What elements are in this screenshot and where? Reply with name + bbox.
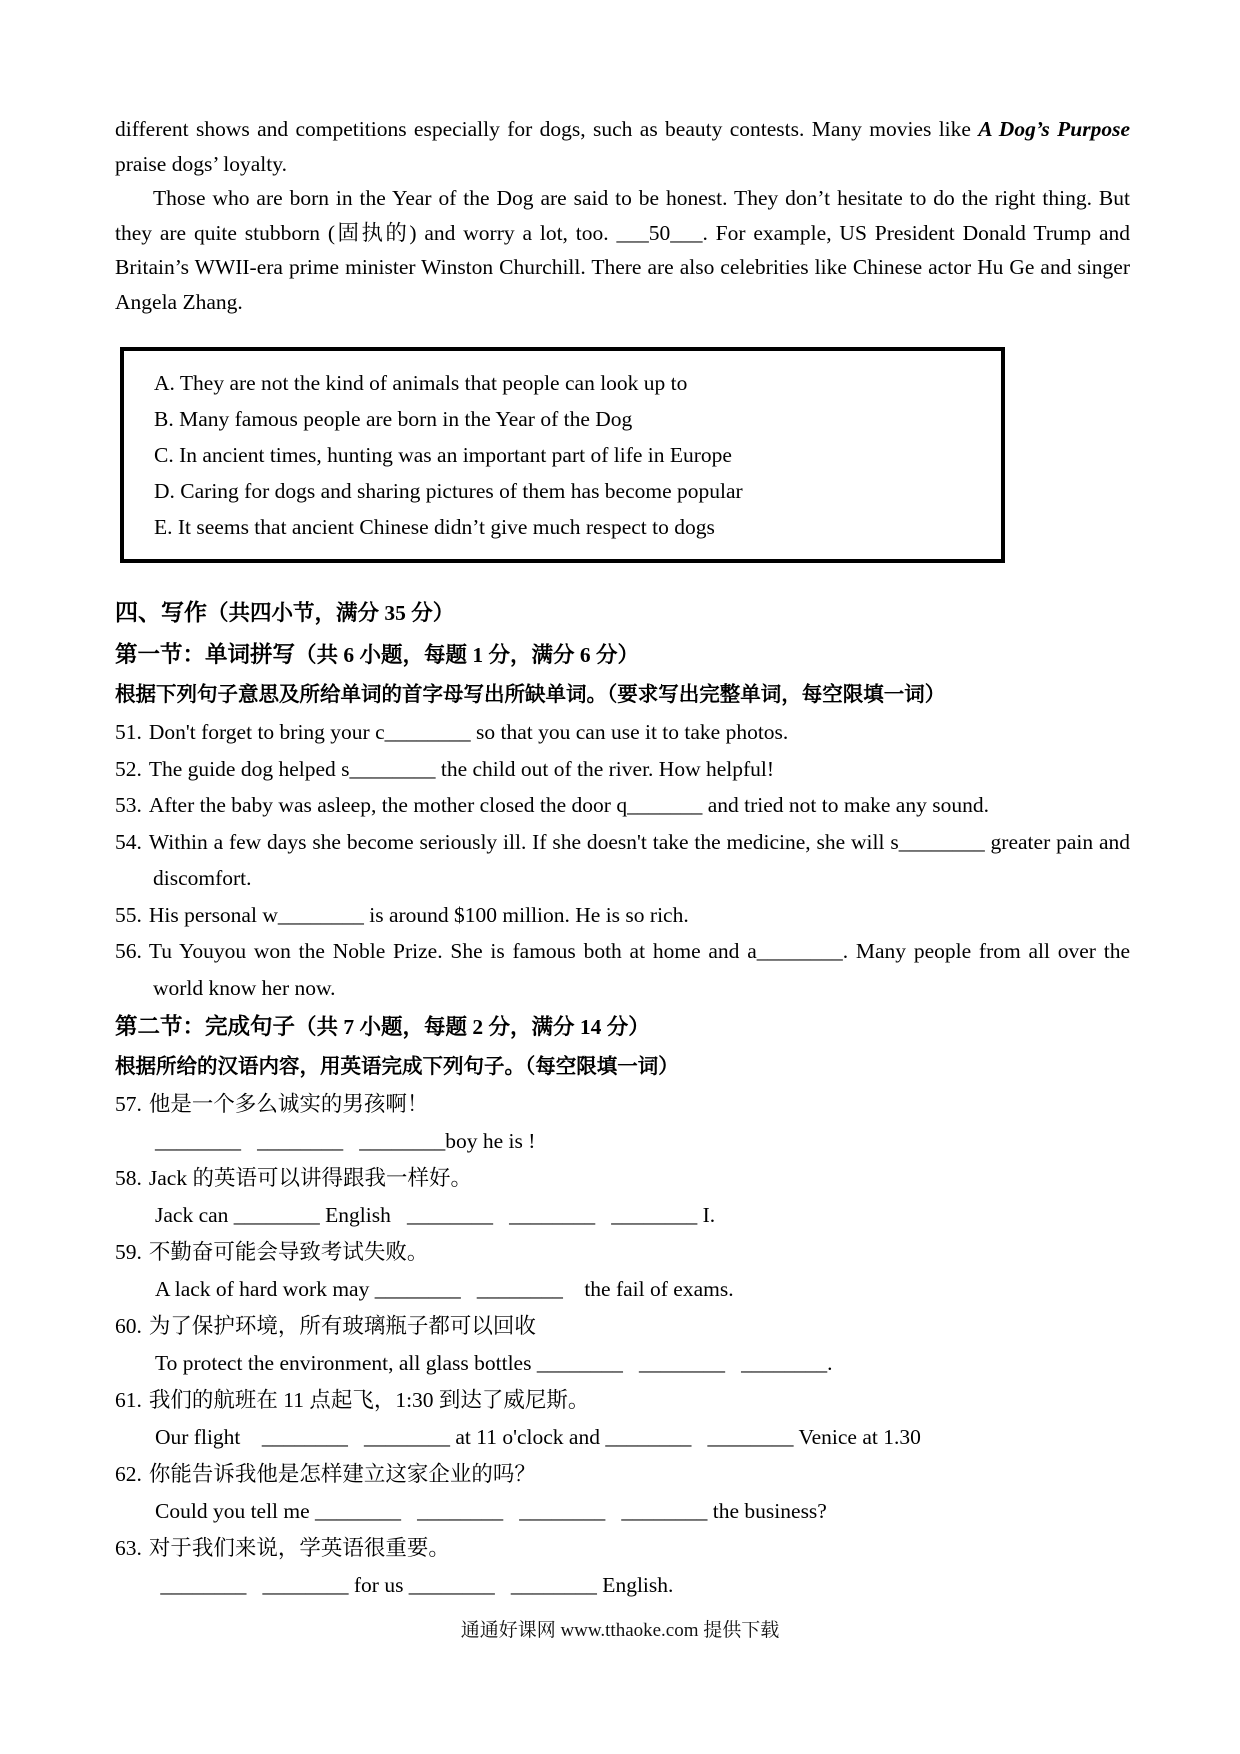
section-writing-title-bold: 四、写作 xyxy=(115,599,207,625)
question-57-chinese xyxy=(115,1086,1130,1123)
question-59-answer-line: A lack of hard work may ________ ________ the fail of exams. xyxy=(155,1277,734,1301)
question-61-answer-line: Our flight ________ ________ at 11 o'clock and ________ ________ Venice at 1.30 xyxy=(155,1425,921,1449)
section-writing-title xyxy=(115,591,1130,634)
question-54-number: 54. xyxy=(115,829,142,854)
passage-text-run1: different shows and competitions especially for dogs, such as beauty contests. Many movies like xyxy=(115,117,979,141)
section-writing-title-rest: （共四小节，满分 35 分） xyxy=(207,601,455,625)
question-53 xyxy=(115,787,1130,824)
question-52-number: 52. xyxy=(115,756,142,781)
question-62-chinese-text: 你能告诉我他是怎样建立这家企业的吗？ xyxy=(148,1462,536,1486)
question-56-text: Tu Youyou won the Noble Prize. She is famous both at home and a________. Many people from all over the world know her now. xyxy=(148,939,1130,1000)
question-59-number: 59. xyxy=(115,1240,142,1264)
question-60-answer-line: To protect the environment, all glass bottles ________ ________ ________. xyxy=(155,1351,833,1375)
question-61 xyxy=(115,1382,1130,1456)
part2-question-list xyxy=(115,1086,1130,1604)
option-item-e: E. It seems that ancient Chinese didn’t give much respect to dogs xyxy=(154,515,715,539)
question-60-chinese xyxy=(115,1308,1130,1345)
question-60 xyxy=(115,1308,1130,1382)
question-61-number: 61. xyxy=(115,1388,142,1412)
question-59 xyxy=(115,1234,1130,1308)
question-56 xyxy=(115,933,1130,1006)
question-53-number: 53. xyxy=(115,793,142,817)
question-59-chinese xyxy=(115,1234,1130,1271)
question-62-answer-line: Could you tell me ________ ________ ________ ________ the business? xyxy=(155,1499,827,1523)
question-58-answer-line: Jack can ________ English ________ ________ ________ I. xyxy=(155,1203,716,1227)
question-57 xyxy=(115,1086,1130,1160)
question-52 xyxy=(115,751,1130,788)
footer-watermark: 通通好课网 www.tthaoke.com 提供下载 xyxy=(460,1620,780,1641)
passage-text-run2: praise dogs’ loyalty. xyxy=(115,151,287,176)
passage-paragraph-1 xyxy=(115,112,1130,181)
question-61-chinese-text: 我们的航班在 11 点起飞，1:30 到达了威尼斯。 xyxy=(148,1388,590,1412)
part1-title-bold: 第一节：单词拼写 xyxy=(115,642,296,667)
option-item-d: D. Caring for dogs and sharing pictures of them has become popular xyxy=(154,479,743,503)
question-62-chinese xyxy=(115,1456,1130,1493)
question-56-number: 56. xyxy=(115,939,142,963)
part1-title xyxy=(115,634,1130,676)
question-63-chinese xyxy=(115,1530,1130,1567)
question-55-number: 55. xyxy=(115,902,142,927)
question-51-number: 51. xyxy=(115,720,142,744)
part2-instruction: 根据所给的汉语内容，用英语完成下列句子。（每空限填一词） xyxy=(115,1055,679,1078)
question-51 xyxy=(115,714,1130,751)
question-57-chinese-text: 他是一个多么诚实的男孩啊！ xyxy=(148,1092,429,1116)
question-63-answer-line: ________ ________ for us ________ ________ English. xyxy=(155,1573,674,1597)
question-62-number: 62. xyxy=(115,1462,142,1486)
movie-title: A Dog’s Purpose xyxy=(978,117,1130,141)
question-54 xyxy=(115,824,1130,897)
question-60-number: 60. xyxy=(115,1314,142,1338)
option-item-a: A. They are not the kind of animals that people can look up to xyxy=(154,371,688,395)
part2-title-rest: （共 7 小题，每题 2 分，满分 14 分） xyxy=(295,1015,650,1039)
part1-question-list xyxy=(115,714,1130,1006)
question-58-chinese xyxy=(115,1160,1130,1197)
question-58 xyxy=(115,1160,1130,1234)
question-63-chinese-text: 对于我们来说，学英语很重要。 xyxy=(148,1536,450,1560)
passage-paragraph-2: Those who are born in the Year of the Dog are said to be honest. They don’t hesitate to do the right thing. But they are quite stubborn (固执的) and worry a lot, too. ___50___. For example, US President Donald Trump and Britain’s WWII-era prime minister Winston Churchill. There are also celebrities like Chinese actor Hu Ge and singer Angela Zhang. xyxy=(115,186,1130,314)
question-62 xyxy=(115,1456,1130,1530)
option-item-c: C. In ancient times, hunting was an important part of life in Europe xyxy=(154,443,732,467)
question-52-text: The guide dog helped s________ the child out of the river. How helpful! xyxy=(148,756,775,781)
question-51-text: Don't forget to bring your c________ so that you can use it to take photos. xyxy=(148,720,789,744)
option-item-b: B. Many famous people are born in the Year of the Dog xyxy=(154,407,633,431)
question-58-chinese-text: Jack 的英语可以讲得跟我一样好。 xyxy=(148,1166,472,1190)
part1-title-rest: （共 6 小题，每题 1 分，满分 6 分） xyxy=(295,643,640,667)
question-53-text: After the baby was asleep, the mother closed the door q_______ and tried not to make any sound. xyxy=(148,793,989,817)
question-61-chinese xyxy=(115,1382,1130,1419)
question-55 xyxy=(115,897,1130,934)
part2-title-bold: 第二节：完成句子 xyxy=(115,1014,296,1039)
question-63 xyxy=(115,1530,1130,1604)
question-60-chinese-text: 为了保护环境，所有玻璃瓶子都可以回收 xyxy=(148,1314,536,1338)
question-55-text: His personal w________ is around $100 million. He is so rich. xyxy=(148,902,689,927)
options-box xyxy=(120,347,1005,563)
question-59-chinese-text: 不勤奋可能会导致考试失败。 xyxy=(148,1240,429,1264)
part1-instruction: 根据下列句子意思及所给单词的首字母写出所缺单词。（要求写出完整单词，每空限填一词） xyxy=(115,683,946,706)
part2-title xyxy=(115,1006,1130,1048)
question-57-number: 57. xyxy=(115,1092,142,1116)
question-57-answer-line: ________ ________ ________boy he is ! xyxy=(155,1129,536,1153)
question-58-number: 58. xyxy=(115,1166,142,1190)
reading-passage xyxy=(115,112,1130,319)
question-54-text: Within a few days she become seriously ill. If she doesn't take the medicine, she will s________ greater pain and discomfort. xyxy=(148,829,1130,890)
question-63-number: 63. xyxy=(115,1536,142,1560)
